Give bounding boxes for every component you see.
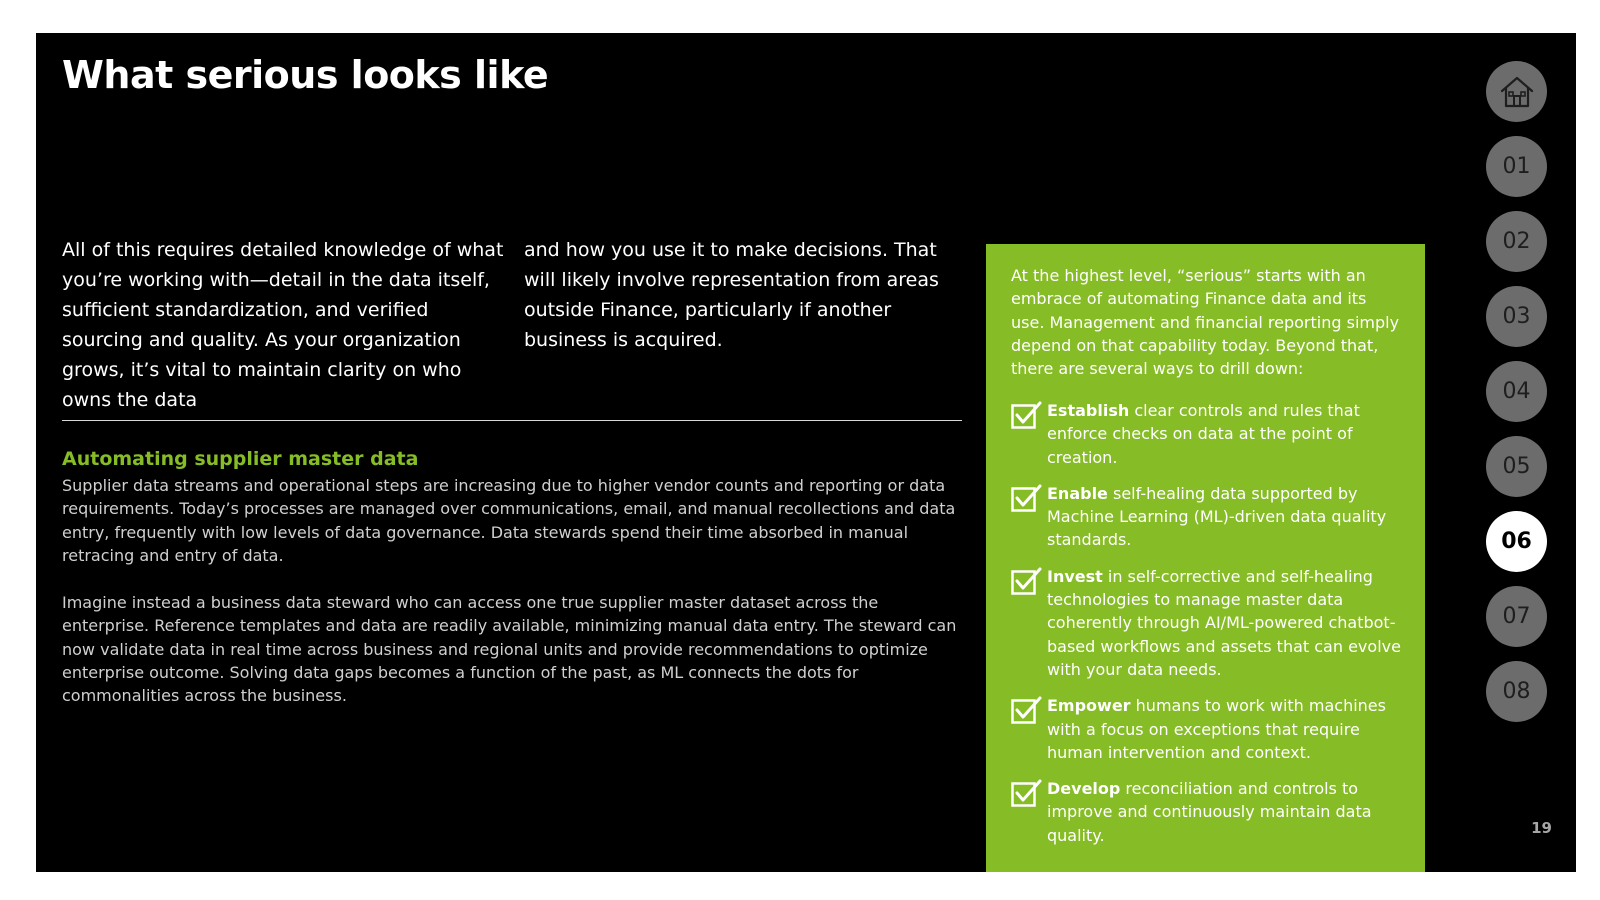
nav-item-07[interactable]: 07 bbox=[1486, 586, 1547, 647]
nav-item-08[interactable]: 08 bbox=[1486, 661, 1547, 722]
checkbox-checked-icon bbox=[1011, 567, 1043, 595]
item-text: reconciliation and controls to improve and continuously maintain data quality. bbox=[1047, 779, 1372, 845]
item-text: in self-corrective and self-healing technologies to manage master data coherently through AI/ML-powered chatbot-based workflows and assets that can evolve with your data needs. bbox=[1047, 566, 1401, 679]
checkbox-checked-icon bbox=[1011, 696, 1043, 724]
checkbox-checked-icon bbox=[1011, 484, 1043, 512]
nav-item-03[interactable]: 03 bbox=[1486, 286, 1547, 347]
item-keyword: Establish bbox=[1047, 401, 1130, 420]
highlight-panel bbox=[986, 244, 1425, 872]
item-keyword: Develop bbox=[1047, 779, 1121, 799]
checklist-item bbox=[1011, 694, 1411, 764]
checklist-item bbox=[1011, 399, 1411, 469]
nav-item-04[interactable]: 04 bbox=[1486, 361, 1547, 422]
checklist-item bbox=[1011, 777, 1411, 847]
divider bbox=[62, 420, 962, 421]
home-icon bbox=[1499, 75, 1535, 109]
item-keyword: Invest bbox=[1047, 566, 1103, 586]
nav-home-button[interactable] bbox=[1486, 61, 1547, 122]
checklist-item bbox=[1011, 565, 1411, 681]
page-number: 19 bbox=[1531, 819, 1552, 837]
item-keyword: Empower bbox=[1047, 696, 1131, 716]
checklist-item bbox=[1011, 482, 1411, 552]
section-paragraph-1: Supplier data streams and operational steps are increasing due to higher vendor counts and reporting or data requirements. Today’s processes are managed over communications, email, and manual recollections and data entry, frequently with low levels of data governance. Data stewards spend their time absorbed in manual retracing and entry of data. bbox=[62, 476, 956, 565]
page-title: What serious looks like bbox=[62, 53, 549, 97]
nav-item-02[interactable]: 02 bbox=[1486, 211, 1547, 272]
checklist bbox=[1011, 399, 1411, 860]
intro-column-right: and how you use it to make decisions. That will likely involve representation from areas outside Finance, particularly if another business is acquired. bbox=[524, 239, 939, 351]
section-heading: Automating supplier master data bbox=[62, 448, 419, 470]
item-text: self-healing data supported by Machine Learning (ML)-driven data quality standards. bbox=[1047, 483, 1387, 550]
section-paragraph-2: Imagine instead a business data steward who can access one true supplier master dataset across the enterprise. Reference templates and data are readily available, minimizing manual data entry. The steward can now validate data in real time across business and regional units and provide recommendations to optimize enterprise outcome. Solving data gaps becomes a function of the past, as ML connects the dots for commonalities across the business. bbox=[62, 593, 957, 706]
nav-item-01[interactable]: 01 bbox=[1486, 136, 1547, 197]
item-text: clear controls and rules that enforce checks on data at the point of creation. bbox=[1047, 401, 1360, 467]
checkbox-checked-icon bbox=[1011, 401, 1043, 429]
item-keyword: Enable bbox=[1047, 483, 1108, 503]
intro-column-left: All of this requires detailed knowledge of what you’re working with—detail in the data itself, sufficient standardization, and verified sourcing and quality. As your organization grows, it’s vital to maintain clarity on who owns the data bbox=[62, 239, 504, 411]
item-text: humans to work with machines with a focus on exceptions that require human intervention and context. bbox=[1047, 696, 1386, 762]
panel-intro: At the highest level, “serious” starts with an embrace of automating Finance data and its use. Management and financial reporting simply depend on that capability today. Beyond that, there are several ways to drill down: bbox=[1011, 266, 1400, 379]
nav-item-06[interactable]: 06 bbox=[1486, 511, 1547, 572]
slide bbox=[36, 33, 1576, 872]
nav-item-05[interactable]: 05 bbox=[1486, 436, 1547, 497]
checkbox-checked-icon bbox=[1011, 779, 1043, 807]
